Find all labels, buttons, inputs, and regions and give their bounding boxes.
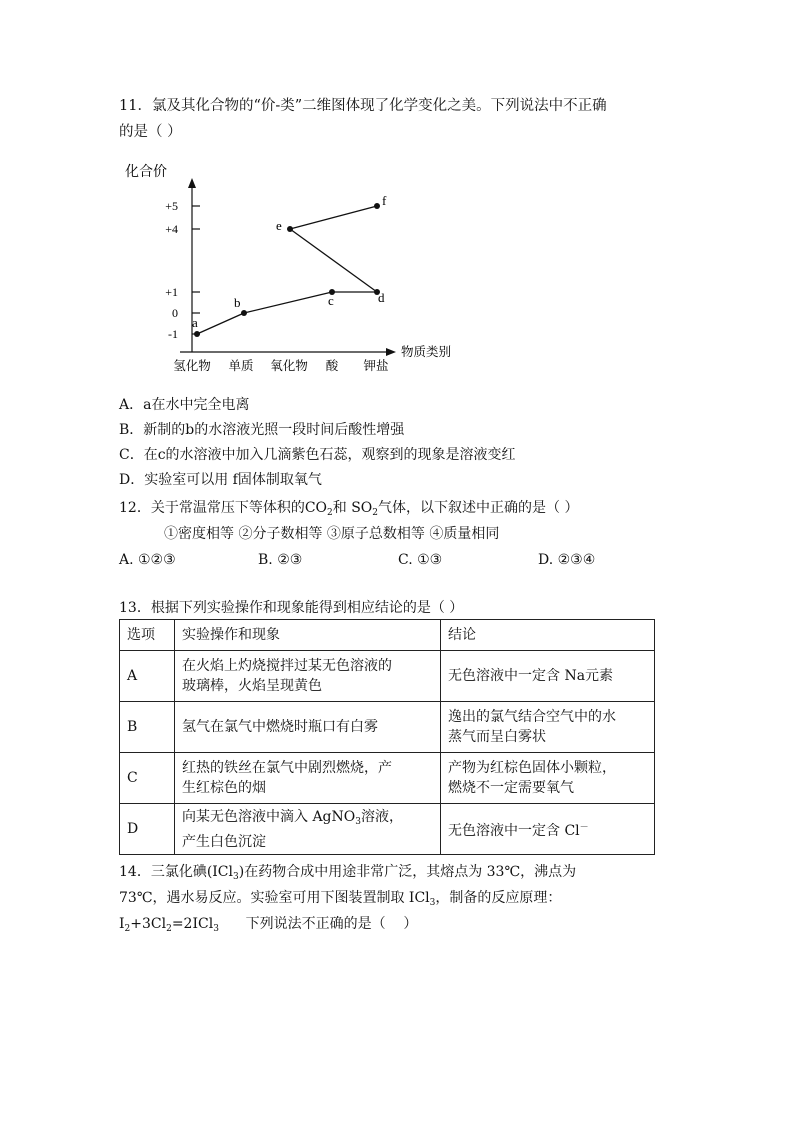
x-category-label: 钾盐 (363, 358, 389, 373)
row-operation: 在火焰上灼烧搅拌过某无色溶液的 玻璃棒，火焰呈现黄色 (175, 651, 441, 702)
x-category-label: 酸 (325, 358, 339, 373)
point-label-d: d (378, 290, 385, 305)
row-operation: 红热的铁丝在氯气中剧烈燃烧，产 生红棕色的烟 (175, 753, 441, 804)
x-axis-title: 物质类别 (401, 344, 452, 359)
point-label-b: b (234, 295, 241, 310)
table-row (120, 753, 655, 804)
q11-stem-line2: 的是（ ） (119, 124, 182, 140)
y-tick-label: -1 (168, 327, 178, 341)
point-e (287, 226, 293, 232)
experiment-table (119, 619, 655, 855)
y-tick-label: +5 (165, 199, 178, 213)
header-option: 选项 (120, 620, 175, 651)
connector-line (197, 313, 244, 334)
q11-option-a: A．a在水中完全电离 (119, 397, 250, 413)
q11-stem-line1: 11．氯及其化合物的“价-类”二维图体现了化学变化之美。下列说法中不正确 (119, 98, 607, 114)
y-tick-label: +4 (165, 222, 178, 236)
q12-stem: 12．关于常温常压下等体积的$CO_2$和 $SO_2$气体，以下叙述中正确的是（ ） (119, 500, 579, 518)
q12-option-a: A. ①②③ (119, 552, 176, 568)
q12-option-d: D. ②③④ (538, 552, 596, 568)
x-axis-arrow-icon (386, 348, 396, 356)
row-option: A (120, 651, 175, 702)
table-row (120, 804, 655, 855)
q12-statements: ①密度相等 ②分子数相等 ③原子总数相等 ④质量相同 (164, 526, 500, 542)
y-axis-title: 化合价 (125, 164, 167, 180)
row-option: D (120, 804, 175, 855)
row-option: C (120, 753, 175, 804)
point-label-f: f (382, 193, 387, 208)
row-conclusion: 逸出的氯气结合空气中的水 蒸气而呈白雾状 (441, 702, 655, 753)
point-label-a: a (192, 315, 198, 330)
table-row (120, 651, 655, 702)
valence-category-chart (120, 150, 465, 380)
x-category-label: 氧化物 (270, 358, 308, 373)
y-tick-label: +1 (165, 285, 178, 299)
row-operation: 向某无色溶液中滴入 AgNO$_3$溶液， 产生白色沉淀 (175, 804, 441, 855)
header-conclusion: 结论 (441, 620, 655, 651)
y-tick-label: 0 (172, 306, 178, 320)
row-conclusion: 产物为红棕色固体小颗粒， 燃烧不一定需要氧气 (441, 753, 655, 804)
q14-line2: 73℃，遇水易反应。实验室可用下图装置制取 ICl$_3$，制备的反应原理： (119, 890, 562, 908)
row-conclusion: 无色溶液中一定含 Cl－ (441, 804, 655, 855)
x-category-label: 氢化物 (173, 358, 211, 373)
table-row (120, 702, 655, 753)
q12-option-c: C. ①③ (398, 552, 443, 568)
connector-line (290, 229, 377, 292)
point-f (374, 203, 380, 209)
row-operation: 氢气在氯气中燃烧时瓶口有白雾 (175, 702, 441, 753)
header-operation: 实验操作和现象 (175, 620, 441, 651)
point-b (241, 310, 247, 316)
q11-option-d: D．实验室可以用 f固体制取氧气 (119, 472, 322, 488)
point-label-c: c (328, 293, 334, 308)
row-option: B (120, 702, 175, 753)
table-header-row (120, 620, 655, 651)
q11-option-b: B．新制的b的水溶液光照一段时间后酸性增强 (119, 422, 405, 438)
x-category-label: 单质 (228, 358, 254, 373)
point-label-e: e (276, 218, 282, 233)
q14-line1: 14．三氯化碘(ICl$_3$)在药物合成中用途非常广泛，其熔点为 33℃，沸点为 (119, 864, 577, 882)
q11-option-c: C．在c的水溶液中加入几滴紫色石蕊，观察到的现象是溶液变红 (119, 447, 516, 463)
q12-options (119, 550, 595, 570)
q12-option-b: B. ②③ (258, 552, 303, 568)
connector-line (290, 206, 377, 229)
connector-line (244, 292, 332, 313)
q13-stem: 13．根据下列实验操作和现象能得到相应结论的是（ ） (119, 600, 464, 616)
y-axis-arrow-icon (188, 178, 196, 188)
q14-line3: $I_2+3Cl_2=2ICl_3$ 下列说法不正确的是（ ） (119, 916, 418, 934)
point-a (194, 331, 200, 337)
row-conclusion: 无色溶液中一定含 Na元素 (441, 651, 655, 702)
